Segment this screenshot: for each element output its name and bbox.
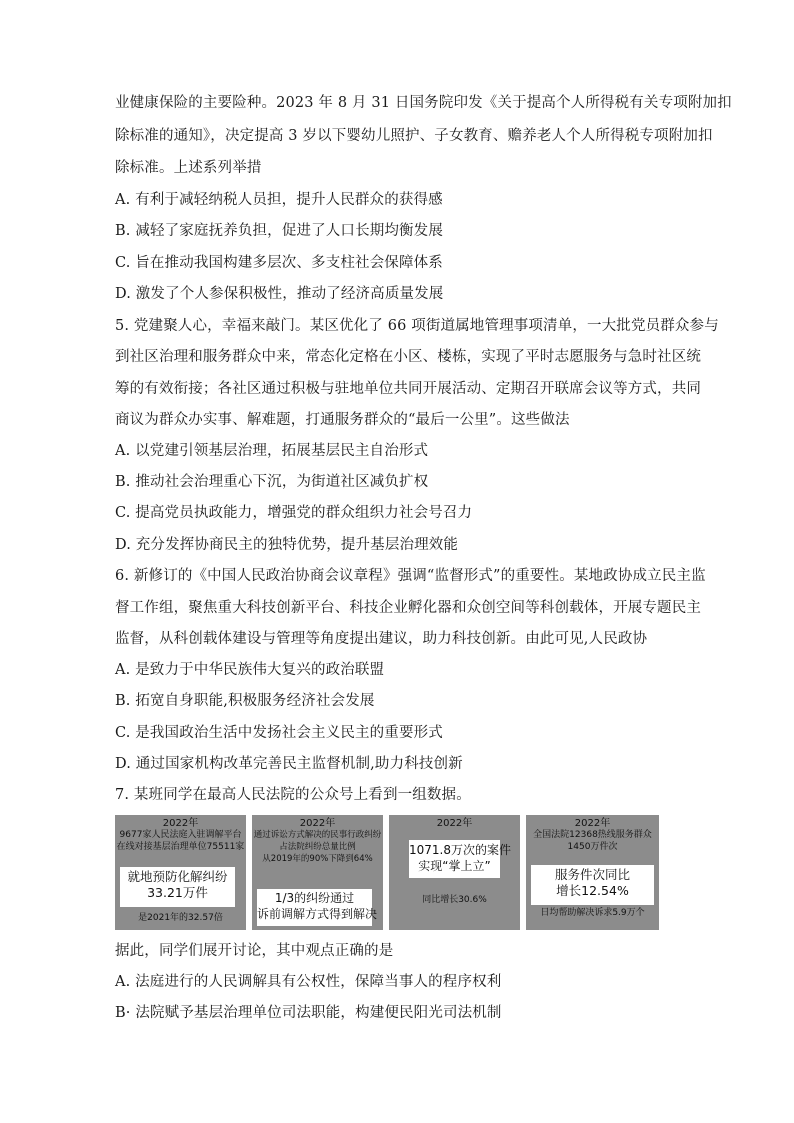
q6-stem-line: 监督，从科创载体建设与管理等角度提出建议，助力科技创新。由此可见,人民政协 [115, 631, 648, 647]
panel-year: 2022年 [162, 818, 199, 829]
panel-text: 是2021年的32.57倍 [138, 913, 223, 923]
q4-option-a: A. 有利于减轻纳税人员担，提升人民群众的获得感 [115, 192, 443, 208]
q7-option-a: A. 法庭进行的人民调解具有公权性，保障当事人的程序权利 [115, 974, 502, 990]
panel-highlight-box [120, 867, 235, 907]
panel-text: 在线对接基层治理单位75511家 [116, 842, 245, 852]
q4-option-c: C. 旨在推动我国构建多层次、多支柱社会保障体系 [115, 255, 443, 271]
q5-option-d: D. 充分发挥协商民主的独特优势，提升基层治理效能 [115, 537, 459, 553]
panel-text: 1450万件次 [567, 842, 618, 852]
q4-option-d: D. 激发了个人参保积极性，推动了经济高质量发展 [115, 286, 444, 302]
q5-option-c: C. 提高党员执政能力，增强党的群众组织力社会号召力 [115, 505, 473, 521]
panel-year: 2022年 [436, 818, 473, 829]
q7-option-b: B· 法院赋予基层治理单位司法职能，构建便民阳光司法机制 [115, 1005, 502, 1021]
q5-stem-line: 筹的有效衔接；各社区通过积极与驻地单位共同开展活动、定期召开联席会议等方式，共同 [115, 381, 701, 397]
q6-option-d: D. 通过国家机构改革完善民主监督机制,助力科技创新 [115, 756, 463, 772]
q6-option-b: B. 拓宽自身职能,积极服务经济社会发展 [115, 693, 375, 709]
panel-highlight-box [257, 889, 378, 926]
panel-highlight-text: 服务件次同比 [554, 867, 630, 882]
panel-text: 占法院纠纷总量比例 [279, 842, 356, 852]
text-line: 除标准的通知》，决定提高 3 岁以下婴幼儿照护、子女教育、赡养老人个人所得税专项附加扣 [115, 128, 713, 144]
panel-highlight-text: 33.21万件 [147, 885, 208, 900]
panel-highlight-box [409, 840, 511, 878]
panel-text: 9677家人民法庭入驻调解平台 [119, 830, 242, 840]
q5-stem-line: 5. 党建聚人心，幸福来敲门。某区优化了 66 项街道属地管理事项清单，一大批党员群众参与 [115, 318, 719, 334]
q5-option-a: A. 以党建引领基层治理，拓展基层民主自治形式 [115, 443, 429, 459]
panel-text: 全国法院12368热线服务群众 [533, 830, 652, 840]
q5-stem-line: 商议为群众办实事、解难题，打通服务群众的“最后一公里”。这些做法 [115, 412, 570, 428]
q6-option-c: C. 是我国政治生活中发扬社会主义民主的重要形式 [115, 725, 443, 741]
q7-stem: 7. 某班同学在最高人民法院的公众号上看到一组数据。 [115, 787, 471, 803]
data-panel-1 [115, 815, 246, 930]
q5-stem-line: 到社区治理和服务群众中来，常态化定格在小区、楼栋，实现了平时志愿服务与急时社区统 [115, 349, 701, 365]
panel-text: 同比增长30.6% [422, 895, 487, 905]
q5-option-b: B. 推动社会治理重心下沉，为街道社区减负扩权 [115, 474, 429, 490]
panel-highlight-text: 实现“掌上立” [418, 859, 491, 873]
q6-stem-line: 督工作组，聚焦重大科技创新平台、科技企业孵化器和众创空间等科创载体，开展专题民主 [115, 600, 701, 616]
panel-text: 通过诉讼方式解决的民事行政纠纷 [253, 830, 382, 840]
panel-highlight-text: 1071.8万次的案件 [409, 843, 511, 857]
data-panel-3 [389, 815, 520, 930]
panel-highlight-text: 就地预防化解纠纷 [127, 869, 228, 884]
data-panel-2 [252, 815, 383, 930]
panel-highlight-box [531, 865, 654, 905]
q6-option-a: A. 是致力于中华民族伟大复兴的政治联盟 [115, 662, 385, 678]
panel-text: 从2019年的90%下降到64% [262, 854, 373, 864]
panel-year: 2022年 [299, 818, 336, 829]
panel-highlight-text: 增长12.54% [556, 883, 629, 898]
panel-highlight-text: 1/3的纠纷通过 [274, 891, 355, 905]
text-line: 除标准。上述系列举措 [115, 160, 262, 176]
data-panel-4 [526, 815, 659, 930]
panel-text: 日均帮助解决诉求5.9万个 [540, 908, 645, 918]
panel-highlight-text: 诉前调解方式得到解决 [257, 907, 378, 921]
q6-stem-line: 6. 新修订的《中国人民政治协商会议章程》强调“监督形式”的重要性。某地政协成立民主监 [115, 568, 706, 584]
text-line: 业健康保险的主要险种。2023 年 8 月 31 日国务院印发《关于提高个人所得税有关专项附加扣 [115, 95, 732, 111]
panel-year: 2022年 [574, 818, 611, 829]
q7-discussion-prompt: 据此，同学们展开讨论，其中观点正确的是 [115, 943, 394, 959]
q4-option-b: B. 减轻了家庭抚养负担，促进了人口长期均衡发展 [115, 223, 443, 239]
data-panels [115, 815, 659, 930]
